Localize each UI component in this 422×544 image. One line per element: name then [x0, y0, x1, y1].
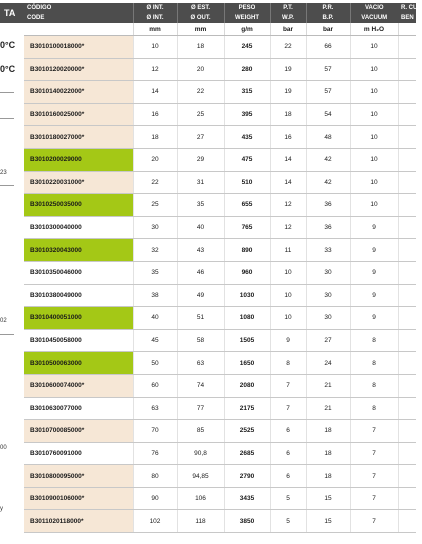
inner-diameter-cell: 76 — [133, 442, 177, 465]
working-pressure-cell: 7 — [270, 397, 306, 420]
temperature-max: 0°C — [0, 40, 16, 50]
product-code-cell: B3010900106000* — [24, 487, 133, 510]
table-row — [24, 397, 416, 420]
burst-pressure-cell: 15 — [306, 487, 350, 510]
inner-diameter-cell: 20 — [133, 148, 177, 171]
unit-bend-radius — [398, 23, 416, 36]
table-row — [24, 126, 416, 149]
table-row — [24, 284, 416, 307]
inner-diameter-cell: 70 — [133, 420, 177, 443]
vacuum-cell: 10 — [350, 103, 398, 126]
inner-diameter-cell: 18 — [133, 126, 177, 149]
bend-radius-cell — [398, 148, 416, 171]
outer-diameter-cell: 58 — [177, 329, 224, 352]
vacuum-cell: 7 — [350, 420, 398, 443]
product-code-cell: B3010250035000 — [24, 194, 133, 217]
inner-diameter-cell: 50 — [133, 352, 177, 375]
vacuum-cell: 10 — [350, 58, 398, 81]
table-row — [24, 58, 416, 81]
burst-pressure-cell: 42 — [306, 171, 350, 194]
table-body — [24, 36, 416, 533]
outer-diameter-cell: 29 — [177, 148, 224, 171]
vacuum-cell: 9 — [350, 216, 398, 239]
header-working-pressure-es: P.T. — [270, 3, 306, 13]
weight-cell: 960 — [224, 261, 270, 284]
left-panel — [0, 0, 24, 544]
working-pressure-cell: 6 — [270, 465, 306, 488]
bend-radius-cell — [398, 36, 416, 59]
burst-pressure-cell: 21 — [306, 374, 350, 397]
weight-cell: 890 — [224, 239, 270, 262]
outer-diameter-cell: 31 — [177, 171, 224, 194]
product-code-cell: B3010200029000 — [24, 148, 133, 171]
weight-cell: 395 — [224, 103, 270, 126]
bend-radius-cell — [398, 442, 416, 465]
product-code-cell: B3010120020000* — [24, 58, 133, 81]
header-vacuum-es: VACIO — [350, 3, 398, 13]
product-code-cell: B3010180027000* — [24, 126, 133, 149]
burst-pressure-cell: 30 — [306, 284, 350, 307]
product-spec-table — [24, 3, 422, 533]
bend-radius-cell — [398, 239, 416, 262]
bend-radius-cell — [398, 194, 416, 217]
header-code-en: CODE — [24, 13, 133, 23]
burst-pressure-cell: 18 — [306, 420, 350, 443]
working-pressure-cell: 19 — [270, 81, 306, 104]
weight-cell: 765 — [224, 216, 270, 239]
burst-pressure-cell: 57 — [306, 81, 350, 104]
header-bend-radius-en: BEN — [398, 13, 416, 23]
outer-diameter-cell: 25 — [177, 103, 224, 126]
weight-cell: 1030 — [224, 284, 270, 307]
burst-pressure-cell: 27 — [306, 329, 350, 352]
working-pressure-cell: 16 — [270, 126, 306, 149]
table-row — [24, 374, 416, 397]
vacuum-cell: 10 — [350, 148, 398, 171]
weight-cell: 1505 — [224, 329, 270, 352]
product-code-cell: B3010600074000* — [24, 374, 133, 397]
burst-pressure-cell: 33 — [306, 239, 350, 262]
inner-diameter-cell: 45 — [133, 329, 177, 352]
outer-diameter-cell: 74 — [177, 374, 224, 397]
table-row — [24, 239, 416, 262]
left-panel-header: TA — [0, 3, 24, 23]
outer-diameter-cell: 35 — [177, 194, 224, 217]
bend-radius-cell — [398, 397, 416, 420]
working-pressure-cell: 7 — [270, 374, 306, 397]
outer-diameter-cell: 20 — [177, 58, 224, 81]
product-code-cell: B3010800095000* — [24, 465, 133, 488]
burst-pressure-cell: 36 — [306, 194, 350, 217]
weight-cell: 2175 — [224, 397, 270, 420]
outer-diameter-cell: 27 — [177, 126, 224, 149]
working-pressure-cell: 12 — [270, 194, 306, 217]
product-code-cell: B3010320043000 — [24, 239, 133, 262]
weight-cell: 2685 — [224, 442, 270, 465]
inner-diameter-cell: 63 — [133, 397, 177, 420]
vacuum-cell: 7 — [350, 510, 398, 533]
outer-diameter-cell: 22 — [177, 81, 224, 104]
inner-diameter-cell: 35 — [133, 261, 177, 284]
bend-radius-cell — [398, 261, 416, 284]
working-pressure-cell: 18 — [270, 103, 306, 126]
inner-diameter-cell: 102 — [133, 510, 177, 533]
table-row — [24, 329, 416, 352]
outer-diameter-cell: 43 — [177, 239, 224, 262]
burst-pressure-cell: 24 — [306, 352, 350, 375]
divider — [0, 92, 14, 93]
working-pressure-cell: 6 — [270, 420, 306, 443]
units-row — [24, 23, 416, 36]
burst-pressure-cell: 54 — [306, 103, 350, 126]
divider — [0, 185, 14, 186]
header-row-spanish — [24, 3, 416, 13]
outer-diameter-cell: 40 — [177, 216, 224, 239]
product-code-cell: B3010350046000 — [24, 261, 133, 284]
bend-radius-cell — [398, 284, 416, 307]
inner-diameter-cell: 32 — [133, 239, 177, 262]
table-row — [24, 81, 416, 104]
vacuum-cell: 8 — [350, 352, 398, 375]
product-code-cell: B3010160025000* — [24, 103, 133, 126]
header-burst-pressure-es: P.R. — [306, 3, 350, 13]
inner-diameter-cell: 16 — [133, 103, 177, 126]
outer-diameter-cell: 118 — [177, 510, 224, 533]
weight-cell: 280 — [224, 58, 270, 81]
divider — [0, 334, 14, 335]
weight-cell: 2790 — [224, 465, 270, 488]
inner-diameter-cell: 90 — [133, 487, 177, 510]
table-row — [24, 442, 416, 465]
vacuum-cell: 7 — [350, 487, 398, 510]
unit-burst-pressure: bar — [306, 23, 350, 36]
header-outer-diameter-en: Ø OUT. — [177, 13, 224, 23]
working-pressure-cell: 14 — [270, 148, 306, 171]
bend-radius-cell — [398, 103, 416, 126]
header-vacuum-en: VACUUM — [350, 13, 398, 23]
vacuum-cell: 9 — [350, 284, 398, 307]
bend-radius-cell — [398, 374, 416, 397]
vacuum-cell: 10 — [350, 194, 398, 217]
weight-cell: 655 — [224, 194, 270, 217]
inner-diameter-cell: 12 — [133, 58, 177, 81]
bend-radius-cell — [398, 171, 416, 194]
weight-cell: 475 — [224, 148, 270, 171]
table-row — [24, 36, 416, 59]
vacuum-cell: 10 — [350, 36, 398, 59]
table-row — [24, 194, 416, 217]
unit-vacuum: m H₂O — [350, 23, 398, 36]
working-pressure-cell: 11 — [270, 239, 306, 262]
burst-pressure-cell: 21 — [306, 397, 350, 420]
header-code-es: CÓDIGO — [24, 3, 133, 13]
working-pressure-cell: 19 — [270, 58, 306, 81]
bend-radius-cell — [398, 81, 416, 104]
burst-pressure-cell: 15 — [306, 510, 350, 533]
working-pressure-cell: 5 — [270, 487, 306, 510]
bend-radius-cell — [398, 352, 416, 375]
product-code-cell: B3010400051000 — [24, 307, 133, 330]
table-row — [24, 465, 416, 488]
inner-diameter-cell: 14 — [133, 81, 177, 104]
product-code-cell: B3010380049000 — [24, 284, 133, 307]
outer-diameter-cell: 94,85 — [177, 465, 224, 488]
product-code-cell: B3011020118000* — [24, 510, 133, 533]
working-pressure-cell: 10 — [270, 261, 306, 284]
bend-radius-cell — [398, 510, 416, 533]
product-code-cell: B3010220031000* — [24, 171, 133, 194]
product-code-cell: B3010760091000 — [24, 442, 133, 465]
inner-diameter-cell: 22 — [133, 171, 177, 194]
bend-radius-cell — [398, 420, 416, 443]
header-burst-pressure-en: B.P. — [306, 13, 350, 23]
inner-diameter-cell: 38 — [133, 284, 177, 307]
side-label-a: 23 — [0, 170, 7, 176]
product-code-cell: B3010300040000 — [24, 216, 133, 239]
weight-cell: 2080 — [224, 374, 270, 397]
unit-outer-diameter: mm — [177, 23, 224, 36]
table-row — [24, 103, 416, 126]
working-pressure-cell: 10 — [270, 284, 306, 307]
inner-diameter-cell: 30 — [133, 216, 177, 239]
table-row — [24, 171, 416, 194]
outer-diameter-cell: 106 — [177, 487, 224, 510]
weight-cell: 1080 — [224, 307, 270, 330]
burst-pressure-cell: 57 — [306, 58, 350, 81]
side-label-c: 00 — [0, 445, 7, 451]
weight-cell: 3435 — [224, 487, 270, 510]
bend-radius-cell — [398, 487, 416, 510]
vacuum-cell: 10 — [350, 126, 398, 149]
product-code-cell: B3010450058000 — [24, 329, 133, 352]
bend-radius-cell — [398, 216, 416, 239]
outer-diameter-cell: 51 — [177, 307, 224, 330]
bend-radius-cell — [398, 58, 416, 81]
working-pressure-cell: 8 — [270, 352, 306, 375]
product-code-cell: B3010140022000* — [24, 81, 133, 104]
working-pressure-cell: 14 — [270, 171, 306, 194]
inner-diameter-cell: 80 — [133, 465, 177, 488]
unit-working-pressure: bar — [270, 23, 306, 36]
working-pressure-cell: 12 — [270, 216, 306, 239]
burst-pressure-cell: 36 — [306, 216, 350, 239]
outer-diameter-cell: 49 — [177, 284, 224, 307]
outer-diameter-cell: 77 — [177, 397, 224, 420]
working-pressure-cell: 10 — [270, 307, 306, 330]
weight-cell: 245 — [224, 36, 270, 59]
outer-diameter-cell: 85 — [177, 420, 224, 443]
unit-inner-diameter: mm — [133, 23, 177, 36]
product-code-cell: B3010100018000* — [24, 36, 133, 59]
inner-diameter-cell: 10 — [133, 36, 177, 59]
vacuum-cell: 9 — [350, 261, 398, 284]
vacuum-cell: 9 — [350, 239, 398, 262]
vacuum-cell: 10 — [350, 171, 398, 194]
bend-radius-cell — [398, 329, 416, 352]
divider — [0, 118, 14, 119]
outer-diameter-cell: 18 — [177, 36, 224, 59]
vacuum-cell: 8 — [350, 374, 398, 397]
table-row — [24, 261, 416, 284]
table-row — [24, 420, 416, 443]
product-code-cell: B3010700085000* — [24, 420, 133, 443]
outer-diameter-cell: 90,8 — [177, 442, 224, 465]
header-weight-es: PESO — [224, 3, 270, 13]
table-row — [24, 216, 416, 239]
weight-cell: 510 — [224, 171, 270, 194]
working-pressure-cell: 22 — [270, 36, 306, 59]
weight-cell: 3850 — [224, 510, 270, 533]
header-bend-radius-es: R. CUR — [398, 3, 416, 13]
vacuum-cell: 7 — [350, 465, 398, 488]
outer-diameter-cell: 46 — [177, 261, 224, 284]
burst-pressure-cell: 30 — [306, 261, 350, 284]
vacuum-cell: 8 — [350, 329, 398, 352]
inner-diameter-cell: 60 — [133, 374, 177, 397]
working-pressure-cell: 9 — [270, 329, 306, 352]
table-row — [24, 487, 416, 510]
header-working-pressure-en: W.P. — [270, 13, 306, 23]
temperature-min: 0°C — [0, 64, 16, 74]
burst-pressure-cell: 42 — [306, 148, 350, 171]
weight-cell: 2525 — [224, 420, 270, 443]
header-row-english — [24, 13, 416, 23]
vacuum-cell: 8 — [350, 397, 398, 420]
bend-radius-cell — [398, 465, 416, 488]
header-inner-diameter-en: Ø INT. — [133, 13, 177, 23]
header-inner-diameter-es: Ø INT. — [133, 3, 177, 13]
side-footnote: y — [0, 506, 3, 512]
vacuum-cell: 9 — [350, 307, 398, 330]
weight-cell: 315 — [224, 81, 270, 104]
product-code-cell: B3010500063000 — [24, 352, 133, 375]
table-row — [24, 148, 416, 171]
unit-weight: g/m — [224, 23, 270, 36]
inner-diameter-cell: 25 — [133, 194, 177, 217]
burst-pressure-cell: 18 — [306, 465, 350, 488]
bend-radius-cell — [398, 307, 416, 330]
table-row — [24, 352, 416, 375]
unit-code — [24, 23, 133, 36]
working-pressure-cell: 6 — [270, 442, 306, 465]
side-label-b: 02 — [0, 318, 7, 324]
burst-pressure-cell: 48 — [306, 126, 350, 149]
vacuum-cell: 7 — [350, 442, 398, 465]
inner-diameter-cell: 40 — [133, 307, 177, 330]
burst-pressure-cell: 18 — [306, 442, 350, 465]
working-pressure-cell: 5 — [270, 510, 306, 533]
weight-cell: 435 — [224, 126, 270, 149]
burst-pressure-cell: 30 — [306, 307, 350, 330]
burst-pressure-cell: 66 — [306, 36, 350, 59]
header-outer-diameter-es: Ø EST. — [177, 3, 224, 13]
outer-diameter-cell: 63 — [177, 352, 224, 375]
weight-cell: 1650 — [224, 352, 270, 375]
product-code-cell: B3010630077000 — [24, 397, 133, 420]
table-row — [24, 307, 416, 330]
vacuum-cell: 10 — [350, 81, 398, 104]
table-row — [24, 510, 416, 533]
bend-radius-cell — [398, 126, 416, 149]
header-weight-en: WEIGHT — [224, 13, 270, 23]
